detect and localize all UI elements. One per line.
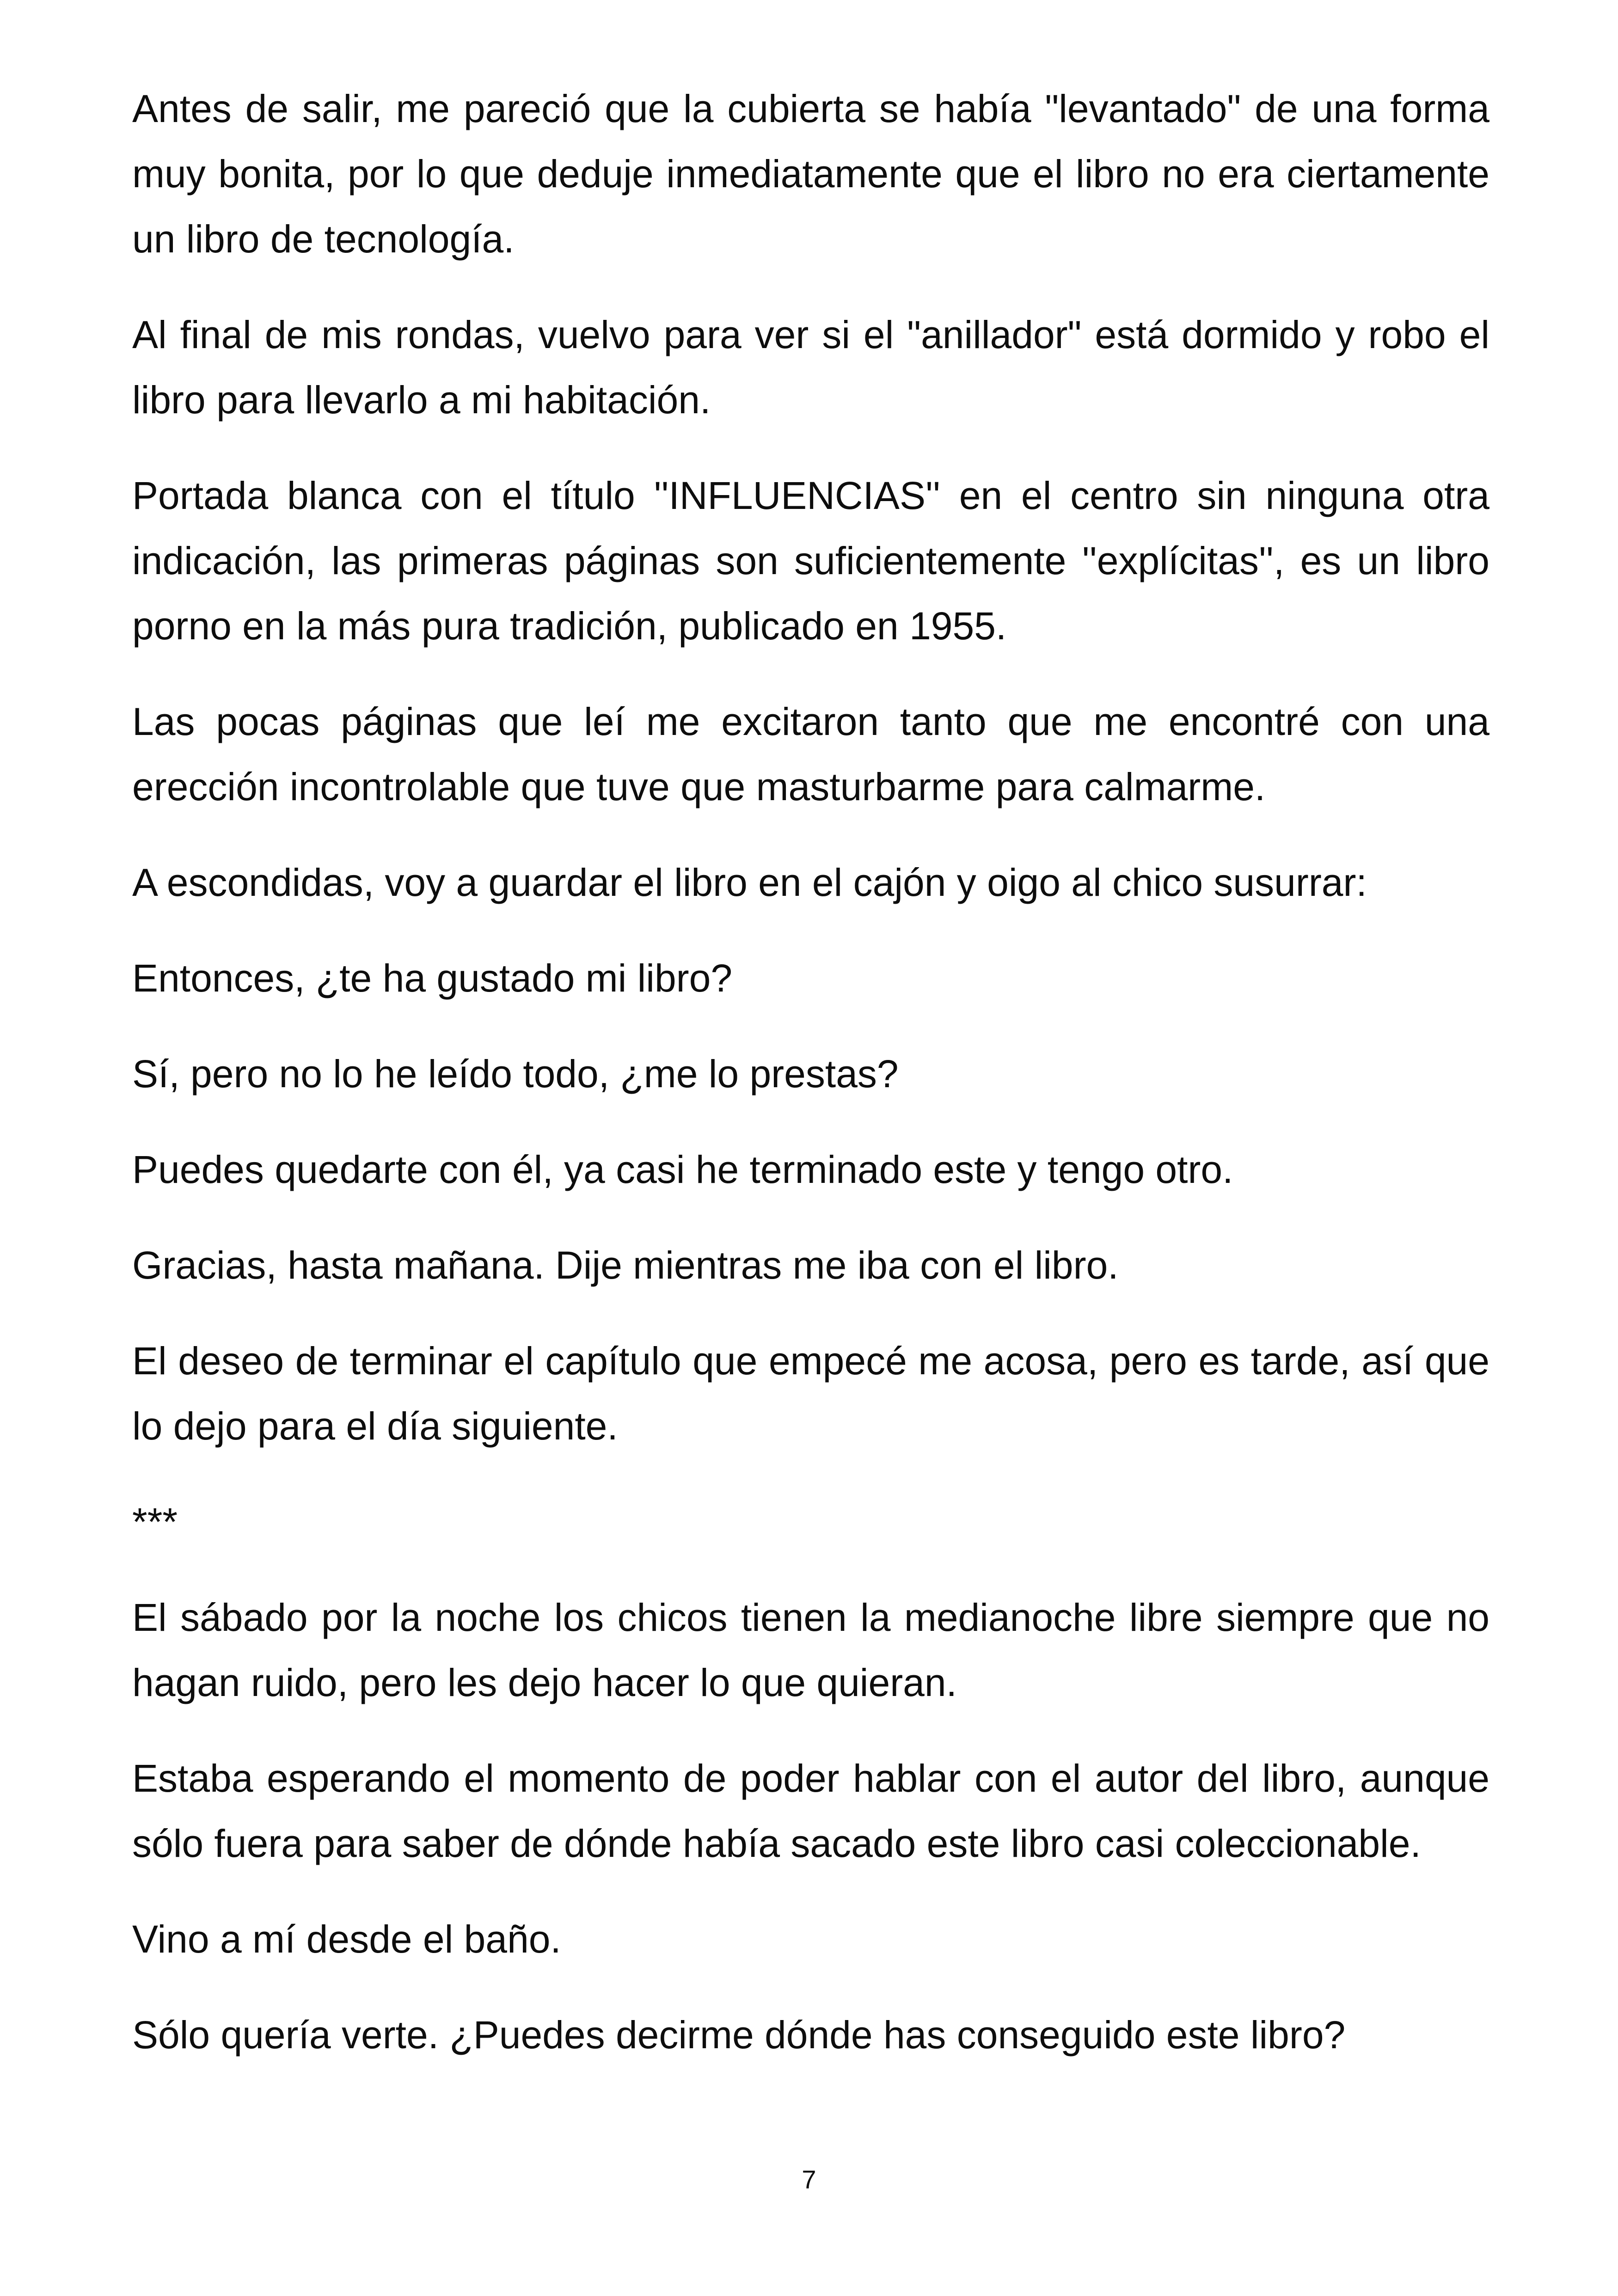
paragraph-3: Portada blanca con el título ''INFLUENCIAS'' en el centro sin ninguna otra indicación, las primeras páginas son suficientemente ''explícitas'', es un libro porno en la más pura tradición, publicado en 1955. [132, 474, 1489, 648]
dialogue-line-1: Entonces, ¿te ha gustado mi libro? [132, 956, 733, 1000]
paragraph-8: Estaba esperando el momento de poder hablar con el autor del libro, aunque sólo fuera para saber de dónde había sacado este libro casi coleccionable. [132, 1757, 1489, 1865]
paragraph-2: Al final de mis rondas, vuelvo para ver si el "anillador" está dormido y robo el libro para llevarlo a mi habitación. [132, 313, 1489, 422]
dialogue-line-2: Sí, pero no lo he leído todo, ¿me lo prestas? [132, 1052, 899, 1096]
paragraph-4: Las pocas páginas que leí me excitaron tanto que me encontré con una erección incontrolable que tuve que masturbarme para calmarme. [132, 700, 1489, 808]
dialogue-line-3: Puedes quedarte con él, ya casi he terminado este y tengo otro. [132, 1148, 1233, 1191]
section-break: *** [132, 1500, 178, 1543]
dialogue-line-5: Sólo quería verte. ¿Puedes decirme dónde has conseguido este libro? [132, 2013, 1346, 2057]
paragraph-5: A escondidas, voy a guardar el libro en el cajón y oigo al chico susurrar: [132, 861, 1367, 904]
page-body-text [132, 76, 1489, 2098]
paragraph-6: El deseo de terminar el capítulo que empecé me acosa, pero es tarde, así que lo dejo para el día siguiente. [132, 1339, 1489, 1448]
paragraph-7: El sábado por la noche los chicos tienen la medianoche libre siempre que no hagan ruido, pero les dejo hacer lo que quieran. [132, 1596, 1489, 1704]
paragraph-1: Antes de salir, me pareció que la cubierta se había "levantado" de una forma muy bonita, por lo que deduje inmediatamente que el libro no era ciertamente un libro de tecnología. [132, 87, 1489, 261]
dialogue-line-4: Gracias, hasta mañana. Dije mientras me iba con el libro. [132, 1243, 1119, 1287]
paragraph-9: Vino a mí desde el baño. [132, 1917, 561, 1961]
page-number: 7 [802, 2165, 816, 2194]
